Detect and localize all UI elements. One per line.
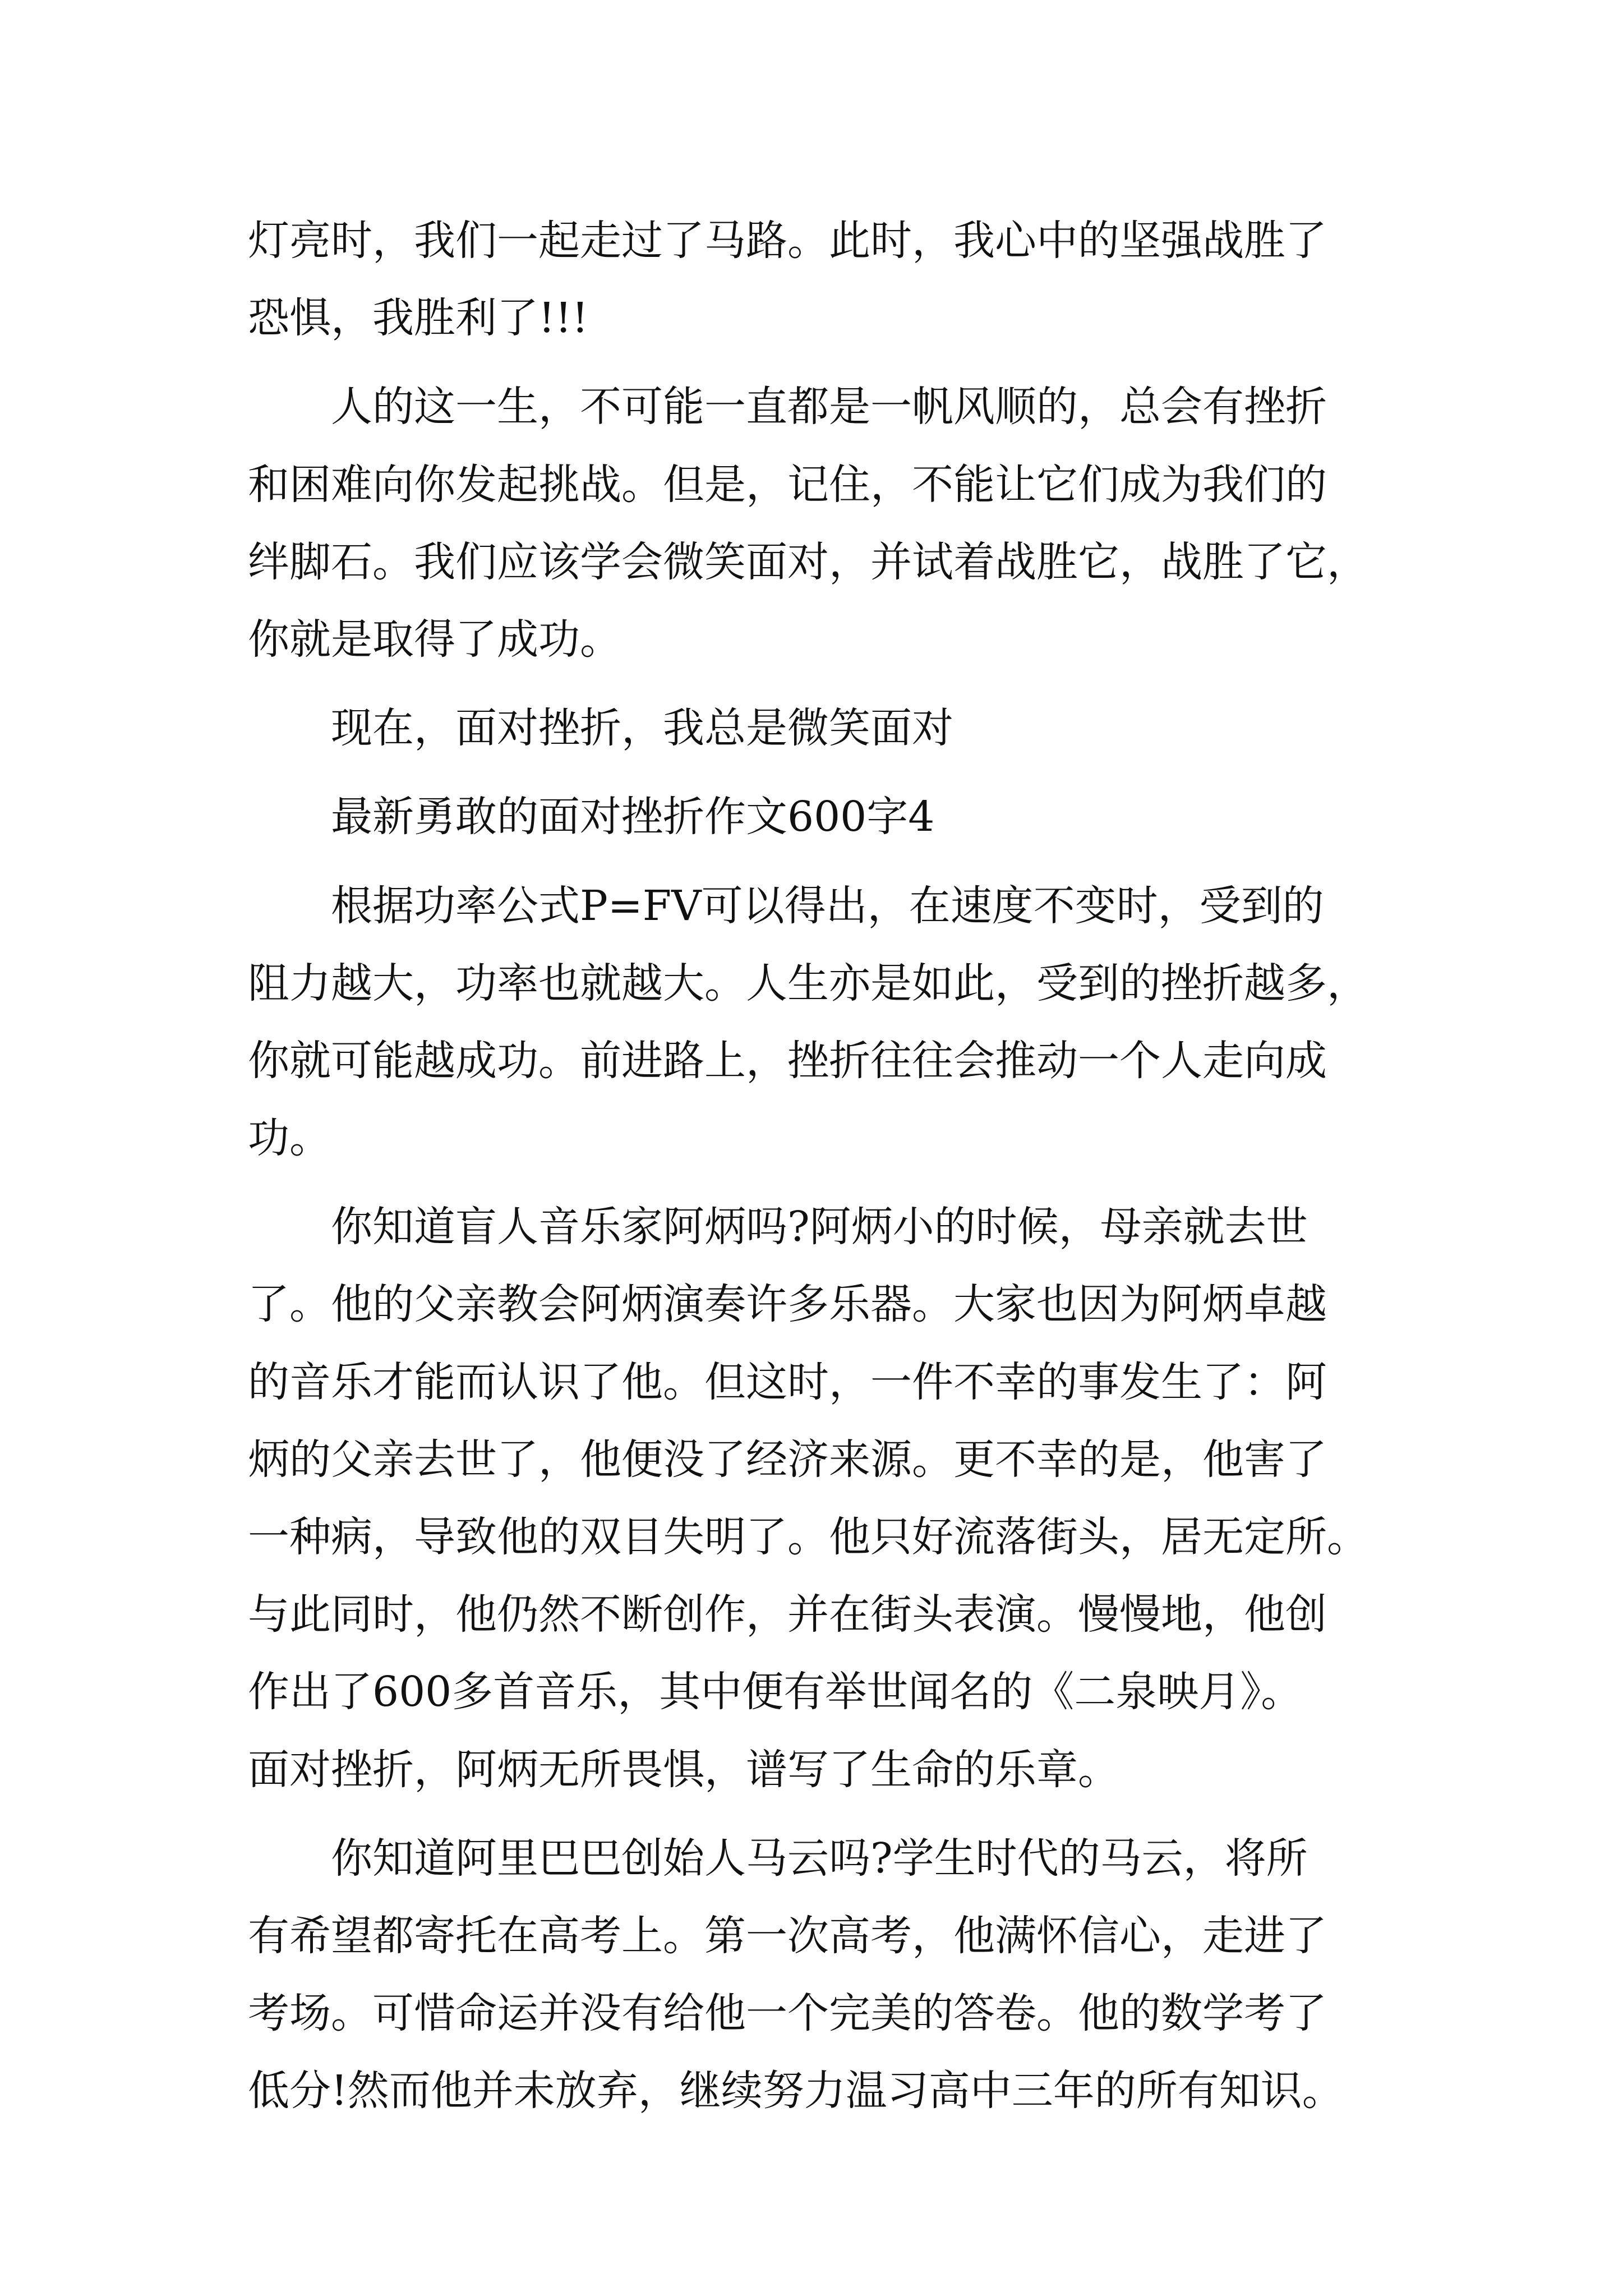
text-line: 和困难向你发起挑战。但是，记住，不能让它们成为我们的 bbox=[248, 460, 1327, 509]
text-line: 阻力越大，功率也就越大。人生亦是如此，受到的挫折越多， bbox=[248, 959, 1368, 1007]
essay-text bbox=[248, 202, 1392, 2130]
text-line: 作出了600多首音乐，其中便有举世闻名的《二泉映月》。 bbox=[248, 1668, 1303, 1717]
text-line: 炳的父亲去世了，他便没了经济来源。更不幸的是，他害了 bbox=[248, 1435, 1327, 1484]
paragraph-gap bbox=[248, 1809, 1392, 1820]
text-line: 一种病，导致他的双目失明了。他只好流落街头，居无定所。 bbox=[248, 1513, 1368, 1561]
paragraph-gap bbox=[248, 767, 1392, 778]
text-line: 现在，面对挫折，我总是微笑面对 bbox=[248, 704, 953, 753]
paragraph-gap bbox=[248, 856, 1392, 867]
text-line: 的音乐才能而认识了他。但这时，一件不幸的事发生了：阿 bbox=[248, 1358, 1327, 1406]
section-heading: 最新勇敢的面对挫折作文600字4 bbox=[248, 793, 935, 841]
text-line: 与此同时，他仍然不断创作，并在街头表演。慢慢地，他创 bbox=[248, 1590, 1327, 1639]
paragraph-gap bbox=[248, 1177, 1392, 1188]
paragraph-gap bbox=[248, 678, 1392, 689]
text-line: 低分!然而他并未放弃，继续努力温习高中三年的所有知识。 bbox=[248, 2067, 1344, 2115]
text-line: 你就可能越成功。前进路上，挫折往往会推动一个人走向成 bbox=[248, 1036, 1327, 1085]
text-line: 你知道盲人音乐家阿炳吗?阿炳小的时候，母亲就去世 bbox=[248, 1203, 1308, 1251]
text-line: 你知道阿里巴巴创始人马云吗?学生时代的马云，将所 bbox=[248, 1834, 1308, 1883]
text-line: 恐惧，我胜利了!!! bbox=[248, 294, 589, 343]
text-line: 根据功率公式P=FV可以得出，在速度不变时，受到的 bbox=[248, 881, 1324, 930]
text-line: 了。他的父亲教会阿炳演奏许多乐器。大家也因为阿炳卓越 bbox=[248, 1280, 1327, 1329]
text-line: 功。 bbox=[248, 1114, 331, 1163]
text-line: 人的这一生，不可能一直都是一帆风顺的，总会有挫折 bbox=[248, 383, 1327, 431]
text-line: 绊脚石。我们应该学会微笑面对，并试着战胜它，战胜了它， bbox=[248, 537, 1368, 586]
text-line: 灯亮时，我们一起走过了马路。此时，我心中的坚强战胜了 bbox=[248, 217, 1327, 265]
text-line: 有希望都寄托在高考上。第一次高考，他满怀信心，走进了 bbox=[248, 1911, 1327, 1960]
text-line: 你就是取得了成功。 bbox=[248, 615, 621, 664]
text-line: 面对挫折，阿炳无所畏惧，谱写了生命的乐章。 bbox=[248, 1745, 1119, 1794]
paragraph-gap bbox=[248, 357, 1392, 368]
text-line: 考场。可惜命运并没有给他一个完美的答卷。他的数学考了 bbox=[248, 1989, 1327, 2038]
